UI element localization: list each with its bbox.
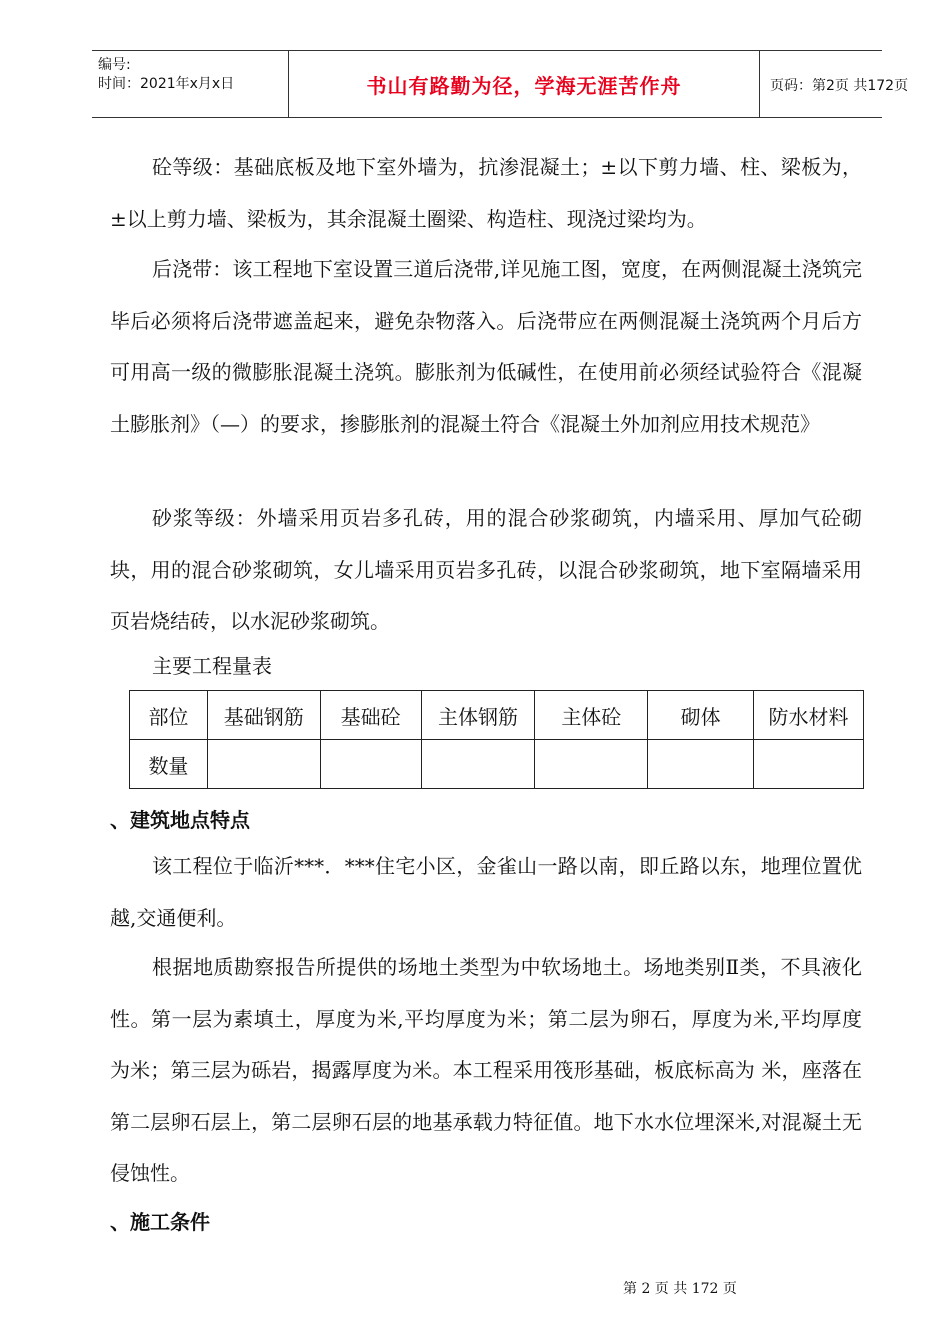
header-left-cell <box>92 51 288 117</box>
serial-label: 编号: <box>98 57 131 73</box>
table-row-label: 数量 <box>130 740 208 789</box>
table-header-cell: 基础砼 <box>320 691 421 740</box>
section-heading-site-features: 、建筑地点特点 <box>110 808 250 832</box>
paragraph-mortar-grade: 砂浆等级：外墙采用页岩多孔砖，用的混合砂浆砌筑，内墙采用、厚加气砼砌块，用的混合砂浆砌筑，女儿墙采用页岩多孔砖，以混合砂浆砌筑，地下室隔墙采用页岩烧结砖，以水泥砂浆砌筑。 <box>110 506 862 633</box>
header-right-cell <box>758 51 909 117</box>
table-header-cell: 防水材料 <box>754 691 864 740</box>
table-header-cell: 部位 <box>130 691 208 740</box>
table-header-cell: 砌体 <box>648 691 754 740</box>
table-header-cell: 主体砼 <box>535 691 648 740</box>
table-header-cell: 主体钢筋 <box>421 691 535 740</box>
table-cell <box>535 740 648 789</box>
header-motto-cell <box>288 51 760 117</box>
table-caption: 主要工程量表 <box>152 654 272 678</box>
time-label: 时间：2021年x月x日 <box>98 76 235 92</box>
table-cell <box>320 740 421 789</box>
paragraph-geology: 根据地质勘察报告所提供的场地土类型为中软场地土。场地类别Ⅱ类，不具液化性。第一层为素填土，厚度为米,平均厚度为米；第二层为卵石，厚度为米,平均厚度为米；第三层为砾岩，揭露厚度为米。本工程采用筏形基础，板底标高为 米，座落在第二层卵石层上，第二层卵石层的地基承载力特征值。地下水水位埋深米,对混凝土无侵蚀性。 <box>110 955 862 1185</box>
table-cell <box>754 740 864 789</box>
paragraph-post-pour-strip: 后浇带：该工程地下室设置三道后浇带,详见施工图，宽度，在两侧混凝土浇筑完毕后必须将后浇带遮盖起来，避免杂物落入。后浇带应在两侧混凝土浇筑两个月后方可用高一级的微膨胀混凝土浇筑。膨胀剂为低碱性，在使用前必须经试验符合《混凝土膨胀剂》（—）的要求，掺膨胀剂的混凝土符合《混凝土外加剂应用技术规范》 <box>110 257 862 436</box>
page-footer: 第 2 页 共 172 页 <box>623 1281 737 1297</box>
table-cell <box>207 740 320 789</box>
paragraph-concrete-grade: 砼等级：基础底板及地下室外墙为，抗渗混凝土；±以下剪力墙、柱、梁板为，±以上剪力墙、梁板为，其余混凝土圈梁、构造柱、现浇过梁均为。 <box>110 155 862 231</box>
page-header <box>92 50 909 118</box>
quantity-table <box>129 690 864 789</box>
header-motto: 书山有路勤为径，学海无涯苦作舟 <box>366 74 682 98</box>
table-header-row <box>130 691 864 740</box>
table-cell <box>421 740 535 789</box>
paragraph-site-location: 该工程位于临沂***．***住宅小区，金雀山一路以南，即丘路以东，地理位置优越,交通便利。 <box>110 854 862 930</box>
table-row <box>130 740 864 789</box>
table-header-cell: 基础钢筋 <box>207 691 320 740</box>
header-page-label: 页码：第2页 共172页 <box>770 78 909 94</box>
table-cell <box>648 740 754 789</box>
section-heading-construction-conditions: 、施工条件 <box>110 1210 210 1234</box>
